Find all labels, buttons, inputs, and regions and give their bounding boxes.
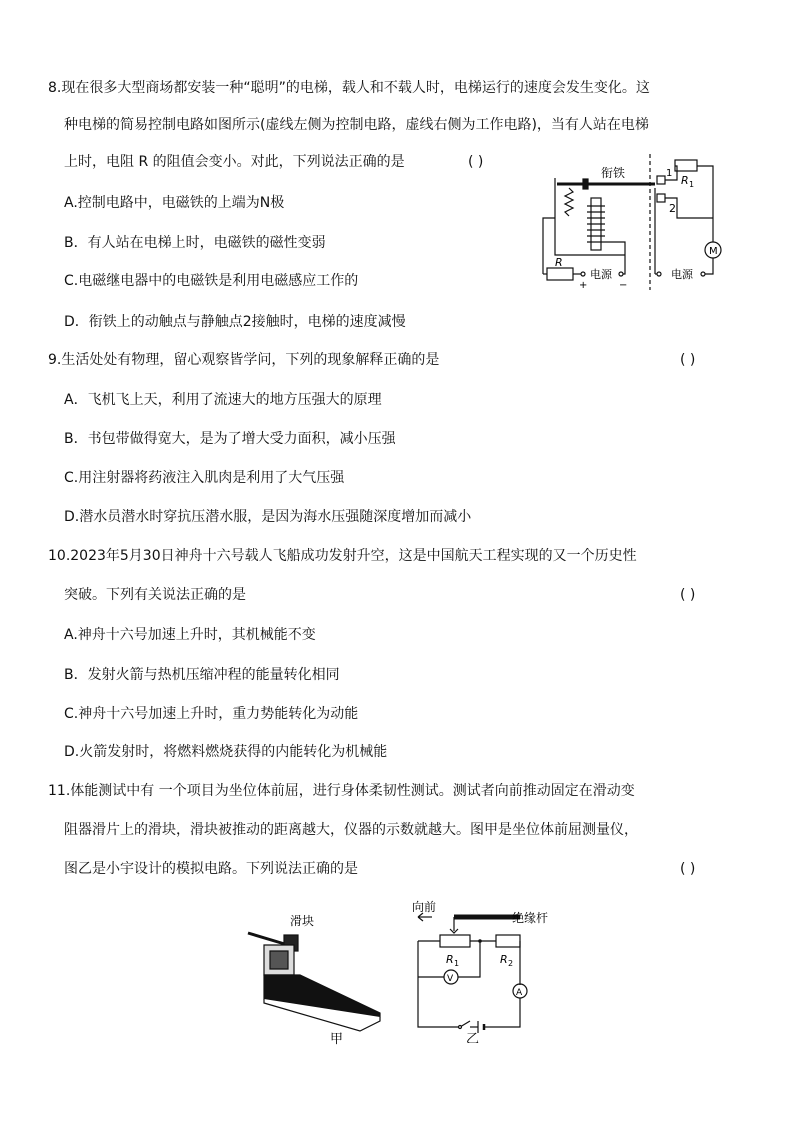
ammeter-label: A	[516, 988, 523, 998]
q11-figure-a-device	[240, 905, 390, 1045]
q8-option-d: D．衔铁上的动触点与静触点2接触时，电梯的速度减慢	[64, 314, 406, 330]
control-terminal-left	[581, 272, 585, 276]
q9-option-a: A．飞机飞上天，利用了流速大的地方压强大的原理	[64, 392, 382, 408]
r1-label: R	[446, 953, 454, 966]
source-left-label: 电源	[590, 268, 612, 281]
minus-label: −	[619, 280, 628, 290]
resistor-r1-box	[675, 160, 697, 171]
q10-stem-line1: 10.2023年5月30日神舟十六号载人飞船成功发射升空，这是中国航天工程实现的又一个历史性	[48, 548, 637, 564]
q11-stem-line3: 图乙是小宇设计的模拟电路。下列说法正确的是	[64, 861, 358, 877]
q9-option-d: D.潜水员潜水时穿抗压潜水服，是因为海水压强随深度增加而减小	[64, 509, 472, 525]
contact-1-block	[657, 176, 665, 184]
figure-a-caption: 甲	[330, 1032, 344, 1045]
q10-option-a: A.神舟十六号加速上升时，其机械能不变	[64, 627, 316, 643]
control-terminal-right	[619, 272, 623, 276]
r1-label: R	[681, 174, 689, 187]
armature-label: 衔铁	[601, 166, 626, 180]
r-label: R	[555, 256, 563, 269]
electromagnet-coil	[587, 206, 605, 242]
q10-option-c: C.神舟十六号加速上升时，重力势能转化为动能	[64, 706, 359, 722]
forward-label: 向前	[412, 900, 437, 914]
switch-terminal	[459, 1026, 462, 1029]
resistor-r-box	[547, 268, 573, 280]
q11-figure-b-circuit	[410, 895, 570, 1043]
q9-option-c: C.用注射器将药液注入肌肉是利用了大气压强	[64, 470, 345, 486]
q8-stem-line2: 种电梯的简易控制电路如图所示(虚线左侧为控制电路，虚线右侧为工作电路)，当有人站在电梯	[64, 117, 649, 133]
contact-2-block	[657, 194, 665, 202]
wire-right-bottom	[490, 998, 520, 1027]
r2-subscript: 2	[508, 959, 514, 968]
spring	[565, 188, 573, 216]
rod-label: 绝缘杆	[512, 911, 549, 925]
q8-option-a: A.控制电路中，电磁铁的上端为N极	[64, 195, 285, 211]
work-terminal-left	[657, 272, 661, 276]
armature-pivot	[583, 179, 588, 189]
q11-answer-paren: ( )	[680, 861, 696, 877]
q9-answer-paren: ( )	[680, 352, 696, 368]
work-terminal-right	[701, 272, 705, 276]
q8-stem-line1: 8.现在很多大型商场都安装一种“聪明”的电梯，载人和不载人时，电梯运行的速度会发生变化。这	[48, 80, 650, 96]
q11-stem-line2: 阻器滑片上的滑块，滑块被推动的距离越大，仪器的示数就越大。图甲是坐位体前屈测量仪，	[64, 822, 638, 838]
resistor-r1-box	[440, 935, 470, 947]
q9-stem: 9.生活处处有物理，留心观察皆学问，下列的现象解释正确的是	[48, 352, 440, 368]
q10-answer-paren: ( )	[680, 587, 696, 603]
q8-stem-line3: 上时，电阻 R 的阻值会变小。对此，下列说法正确的是	[64, 154, 405, 170]
plus-label: +	[579, 280, 588, 290]
contact-1-label: 1	[666, 168, 673, 179]
contact-2-label: 2	[669, 202, 676, 215]
relay-frame	[555, 178, 625, 255]
q10-option-b: B．发射火箭与热机压缩冲程的能量转化相同	[64, 667, 340, 683]
q8-answer-paren: ( )	[468, 154, 484, 170]
r1-subscript: 1	[689, 180, 695, 189]
work-wire-right-bottom	[703, 258, 713, 274]
device-box-panel	[270, 951, 288, 969]
push-rod	[248, 933, 288, 945]
q10-option-d: D.火箭发射时，将燃料燃烧获得的内能转化为机械能	[64, 744, 388, 760]
q8-relay-circuit-figure	[535, 150, 735, 290]
q10-stem-line2: 突破。下列有关说法正确的是	[64, 587, 246, 603]
work-wire-right-top	[697, 166, 713, 242]
voltmeter-label: V	[447, 974, 454, 984]
q8-option-c: C.电磁继电器中的电磁铁是利用电磁感应工作的	[64, 273, 359, 289]
r2-label: R	[500, 953, 508, 966]
source-right-label: 电源	[671, 268, 693, 281]
slider-label: 滑块	[290, 914, 315, 928]
motor-label: M	[709, 246, 718, 257]
r1-subscript: 1	[454, 959, 460, 968]
figure-b-caption: 乙	[466, 1032, 480, 1043]
resistor-r2-box	[496, 935, 520, 947]
control-wire-left	[543, 218, 555, 274]
q8-option-b: B．有人站在电梯上时，电磁铁的磁性变弱	[64, 235, 326, 251]
q11-stem-line1: 11.体能测试中有 一个项目为坐位体前屈，进行身体柔韧性测试。测试者向前推动固定在滑动变	[48, 783, 635, 799]
junction-dot	[478, 939, 482, 943]
q9-option-b: B．书包带做得宽大，是为了增大受力面积，减小压强	[64, 431, 396, 447]
